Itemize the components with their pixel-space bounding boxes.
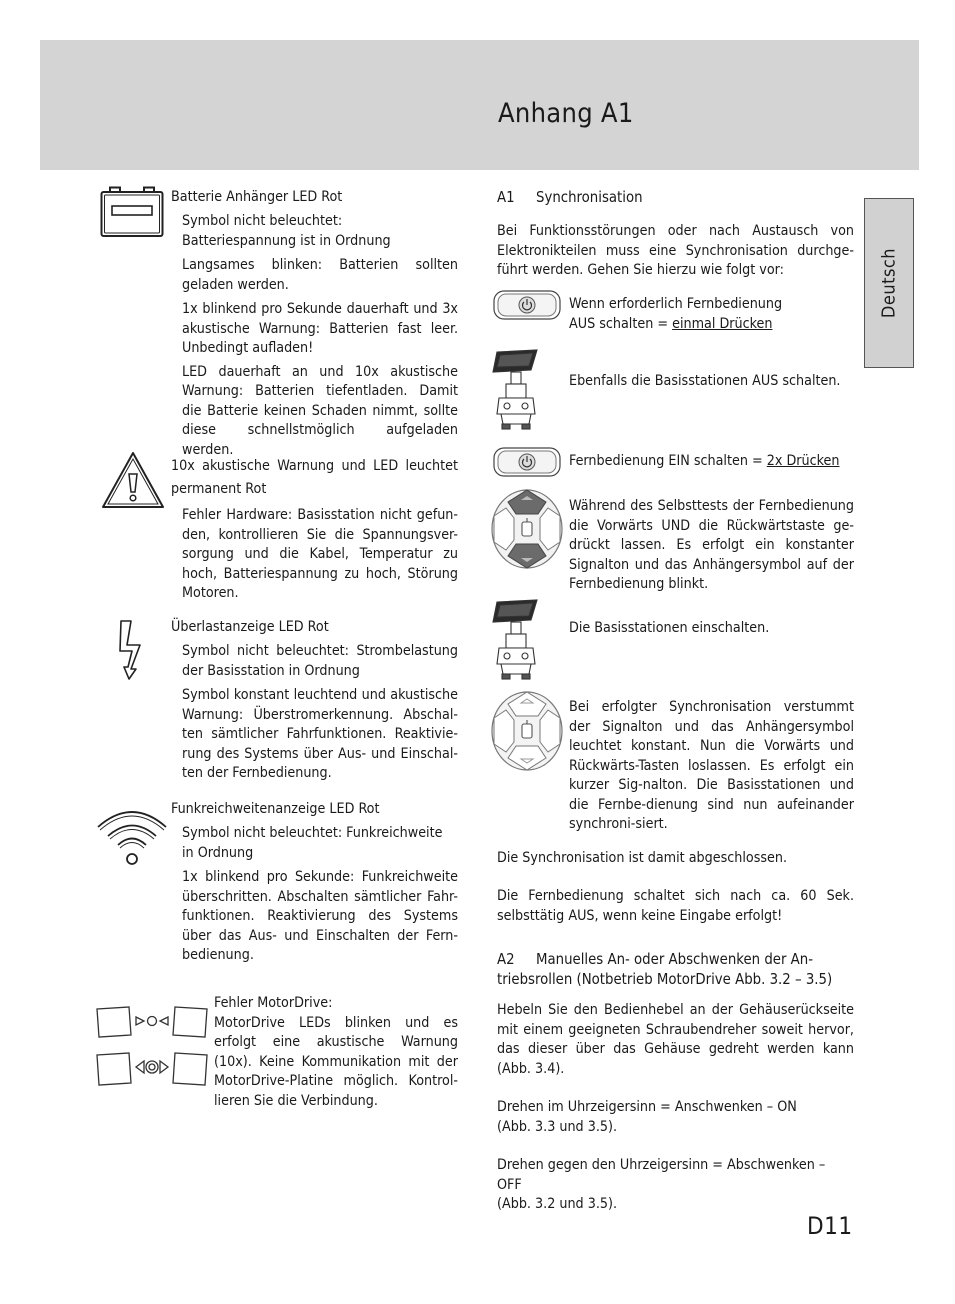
a1-heading-text: Synchronisation [536, 189, 643, 206]
a2-p1: Hebeln Sie den Bedienhebel an der Gehäuserückseite mit einem geeigneten Schraubendreher soweit hervor, das dieser über das Gehäuse gedreht werden kann (Abb. 3.4). [497, 1002, 854, 1077]
radio-title: Funkreichweitenanzeige LED Rot [171, 801, 380, 817]
a1-step1 [569, 295, 854, 334]
battery-icon [100, 186, 164, 238]
warning-triangle-icon [100, 450, 166, 510]
overload-title: Überlastanzeige LED Rot [171, 619, 329, 635]
a1-step5: Die Basisstationen einschalten. [569, 620, 770, 636]
battery-p1: Symbol nicht beleuchtet: Batteriespannung ist in Ordnung [182, 213, 391, 249]
motordrive-title: Fehler MotorDrive: [214, 995, 333, 1011]
a2-heading [497, 950, 854, 989]
radio-range-icon [95, 805, 169, 867]
radio-section [171, 800, 458, 820]
a2-body [497, 1001, 854, 1215]
page-title: Anhang A1 [498, 98, 634, 129]
a1-step3-text: Fernbedienung EIN schalten = [569, 453, 767, 469]
page-number: D11 [807, 1212, 853, 1240]
a1-step3-emphasis: 2x Drücken [766, 453, 840, 469]
a1-step5-block [569, 619, 854, 639]
power-button-icon [493, 447, 561, 477]
lightning-icon [118, 619, 144, 681]
language-tab [864, 198, 914, 368]
overload-p2: Symbol konstant leuchtend und akustische Warnung: Überstromerkennung. Abschal-ten sämtlicher Fahrfunktionen. Reaktivie-rung des Systems über Aus- und Einschal-ten der Fernbedienung. [182, 687, 458, 781]
a1-step1-line2 [569, 315, 854, 335]
power-button-icon [493, 290, 561, 320]
a1-step2: Ebenfalls die Basisstationen AUS schalten. [569, 373, 841, 389]
a1-done-block [497, 849, 854, 869]
a1-step3-line [569, 452, 854, 472]
a1-step6-block [569, 698, 854, 835]
header-banner [40, 40, 919, 170]
a1-auto-off-block [497, 887, 854, 926]
overload-text [182, 642, 458, 784]
battery-p3: 1x blinkend pro Sekunde dauerhaft und 3x akustische Warnung: Batterien fast leer. Unbedingt aufladen! [182, 301, 458, 356]
a1-step4: Während des Selbsttests der Fernbedienung die Vorwärts UND die Rückwärtstaste ge-drückt lassen. Es erfolgt ein konstanter Signalton und das Anhängersymbol auf der Fernbedienung blinkt. [569, 498, 854, 592]
battery-text [182, 212, 458, 460]
a1-step6: Bei erfolgter Synchronisation verstummt der Signalton und das Anhängersymbol leuchtet konstant. Nun die Vorwärts und Rückwärts-Tasten loslassen. Es erfolgt ein kurzer Sig-nalton. Die Basisstationen und die Fernbe-dienung sind nun aufeinander synchroni-siert. [569, 699, 854, 832]
remote-keypad-icon [490, 690, 564, 772]
a2-p3b: (Abb. 3.2 und 3.5). [497, 1196, 618, 1212]
a2-heading-number: A2 [497, 951, 515, 968]
a1-heading-number: A1 [497, 189, 515, 206]
battery-section [171, 188, 458, 208]
motordrive-p1: MotorDrive LEDs blinken und es erfolgt eine akustische Warnung (10x). Keine Kommunikation mit der MotorDrive-Platine möglich. Kontrol-lieren Sie die Verbindung. [214, 1014, 458, 1109]
overload-section [171, 618, 458, 638]
a1-intro-block [497, 222, 854, 281]
a2-p2b: (Abb. 3.3 und 3.5). [497, 1118, 618, 1135]
base-station-icon [491, 348, 541, 430]
overload-p1: Symbol nicht beleuchtet: Strombelastung der Basisstation in Ordnung [182, 643, 458, 679]
warning-p1: Fehler Hardware: Basisstation nicht gefun-den, kontrollieren Sie die Spannungsver-sorgung und die Kabel, Temperatur zu hoch, Batteriespannung zu hoch, Störung Motoren. [182, 507, 458, 601]
warning-title-block [171, 455, 458, 501]
a2-heading-line [497, 950, 854, 989]
warning-title: 10x akustische Warnung und LED leuchtet permanent Rot [171, 458, 458, 497]
a1-step1-text: AUS schalten = [569, 315, 673, 332]
a1-step4-block [569, 497, 854, 595]
a1-step1-line1: Wenn erforderlich Fernbedienung [569, 296, 783, 312]
a1-step3 [569, 452, 854, 472]
warning-text [182, 506, 458, 604]
a2-heading-text: Manuelles An- oder Abschwenken der An-triebsrollen (Notbetrieb MotorDrive Abb. 3.2 – 3.5) [497, 951, 833, 988]
a2-p3a: Drehen gegen den Uhrzeigersinn = Abschwenken – OFF [497, 1157, 826, 1193]
a1-heading [497, 188, 854, 208]
battery-p2: Langsames blinken: Batterien sollten geladen werden. [182, 257, 458, 293]
battery-title: Batterie Anhänger LED Rot [171, 189, 343, 205]
a1-done: Die Synchronisation ist damit abgeschlossen. [497, 850, 788, 866]
remote-keypad-pressed-icon [490, 488, 564, 570]
a2-p2a: Drehen im Uhrzeigersinn = Anschwenken – ON [497, 1099, 797, 1115]
radio-p2: 1x blinkend pro Sekunde: Funkreichweite überschritten. Abschalten sämtlicher Fahr-funktionen. Reaktivierung des Systems über das Aus- und Einschalten der Fern-bedienung. [182, 869, 458, 963]
motordrive-section [214, 994, 458, 1111]
a1-auto-off: Die Fernbedienung schaltet sich nach ca. 60 Sek. selbsttätig AUS, wenn keine Eingabe erfolgt! [497, 888, 854, 924]
motordrive-led-icon [95, 1003, 209, 1087]
battery-p4: LED dauerhaft an und 10x akustische Warnung: Batterien tiefentladen. Damit die Batterie keinen Schaden nimmt, sollte diese schnellstmöglich aufgeladen werden. [182, 363, 458, 458]
language-tab-label: Deutsch [878, 247, 900, 319]
a1-step1-emphasis: einmal Drücken [672, 315, 773, 332]
a1-step2-block [569, 372, 854, 392]
radio-p1: Symbol nicht beleuchtet: Funkreichweite in Ordnung [182, 825, 443, 861]
a1-intro: Bei Funktionsstörungen oder nach Austausch von Elektronikteilen muss eine Synchronisation durchge-führt werden. Gehen Sie hierzu wie folgt vor: [497, 223, 854, 278]
base-station-icon [491, 598, 541, 680]
radio-text [182, 824, 458, 966]
